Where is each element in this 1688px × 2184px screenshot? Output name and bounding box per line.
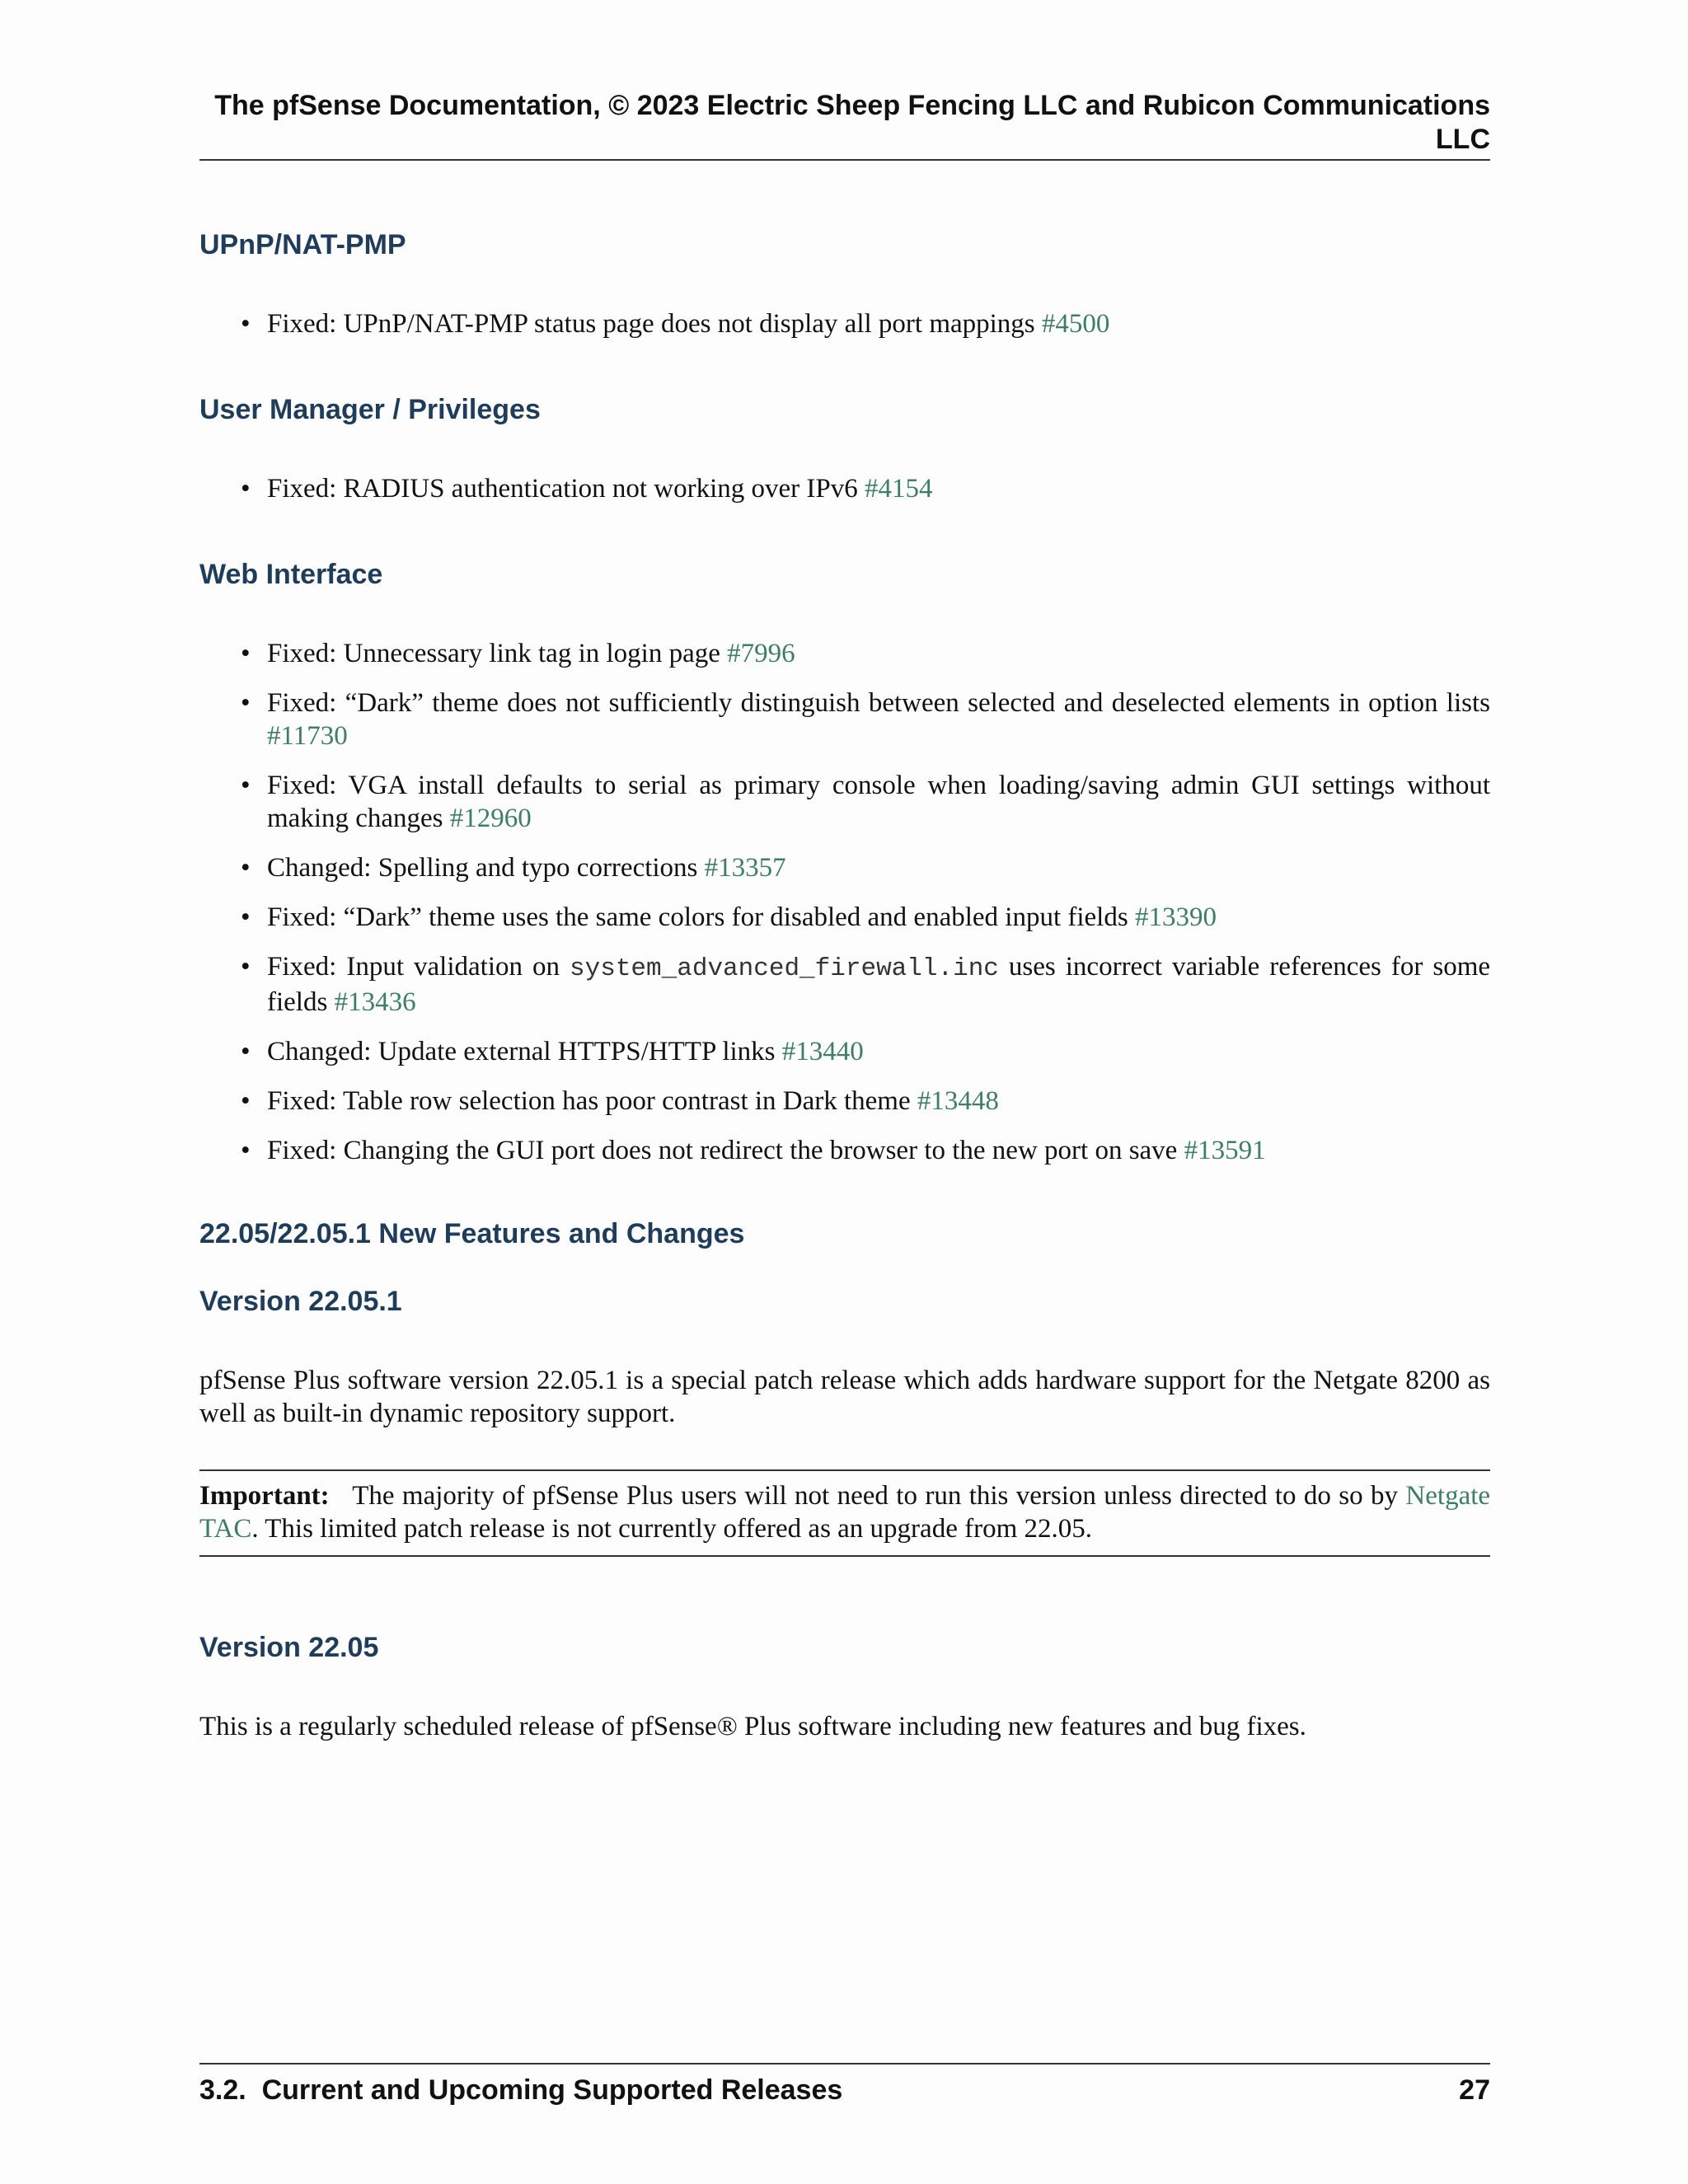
bullet-icon: •	[241, 309, 251, 339]
bullet-icon: •	[241, 771, 251, 800]
bullet-icon: •	[241, 1086, 251, 1116]
issue-link[interactable]: #13591	[1184, 1136, 1266, 1165]
netgate-tac-link[interactable]: Netgate TAC	[199, 1481, 1491, 1544]
version-22051-paragraph: pfSense Plus software version 22.05.1 is a special patch release which adds hardware support for the Netgate 8200 as well as built-in dynamic repository support.	[199, 1366, 1490, 1428]
important-note: Important: The majority of pfSense Plus users will not need to run this version unless directed to do so by Netgate TAC. This limited patch release is not currently offered as an upgrade from 22.05.	[199, 1481, 1491, 1544]
bullet-icon: •	[241, 1136, 251, 1165]
bullet-icon: •	[241, 474, 251, 504]
issue-link[interactable]: #7996	[727, 639, 795, 668]
issue-link[interactable]: #11730	[267, 721, 348, 751]
list-item: • Fixed: “Dark” theme does not sufficiently distinguish between selected and deselected elements in option lists #11730	[241, 688, 1490, 751]
bullet-icon: •	[241, 688, 251, 718]
issue-link[interactable]: #12960	[449, 804, 532, 833]
list-item: • Fixed: RADIUS authentication not working over IPv6 #4154	[241, 474, 933, 504]
section-heading-version-22051: Version 22.05.1	[199, 1286, 402, 1317]
code-filename: system_advanced_firewall.inc	[570, 954, 999, 983]
important-top-rule	[199, 1469, 1490, 1471]
list-item: • Fixed: “Dark” theme uses the same colors for disabled and enabled input fields #13390	[241, 902, 1217, 932]
footer-section-title: 3.2. Current and Upcoming Supported Releases	[199, 2074, 843, 2106]
user-manager-list	[199, 472, 1490, 522]
header-rule	[199, 159, 1490, 161]
section-heading-new-features: 22.05/22.05.1 New Features and Changes	[199, 1218, 745, 1249]
bullet-icon: •	[241, 1037, 251, 1066]
list-item: • Fixed: Input validation on system_advanced_firewall.inc uses incorrect variable references for some fields #13436	[241, 952, 1491, 1017]
list-item: • Fixed: Unnecessary link tag in login page #7996	[241, 639, 795, 668]
bullet-icon: •	[241, 902, 251, 932]
issue-link[interactable]: #4154	[865, 474, 933, 504]
bullet-icon: •	[241, 853, 251, 883]
issue-link[interactable]: #13390	[1134, 902, 1217, 932]
section-heading-web-interface: Web Interface	[199, 559, 383, 590]
issue-link[interactable]: #13448	[917, 1086, 999, 1116]
important-bottom-rule	[199, 1555, 1490, 1557]
important-label: Important:	[199, 1481, 330, 1511]
running-header: The pfSense Documentation, © 2023 Electric Sheep Fencing LLC and Rubicon Communications LLC	[214, 90, 1490, 155]
footer	[199, 2074, 1490, 2107]
version-2205-paragraph: This is a regularly scheduled release of pfSense® Plus software including new features and bug fixes.	[199, 1712, 1306, 1741]
issue-link[interactable]: #13440	[781, 1037, 864, 1066]
issue-link[interactable]: #13357	[704, 853, 786, 883]
footer-rule	[199, 2063, 1490, 2064]
list-item: • Fixed: Table row selection has poor contrast in Dark theme #13448	[241, 1086, 999, 1116]
list-item: • Changed: Spelling and typo corrections #13357	[241, 853, 786, 883]
web-interface-list	[199, 637, 1490, 1183]
list-item: • Fixed: Changing the GUI port does not redirect the browser to the new port on save #13591	[241, 1136, 1266, 1165]
bullet-icon: •	[241, 639, 251, 668]
section-heading-upnp: UPnP/NAT-PMP	[199, 229, 406, 260]
page-number: 27	[1459, 2074, 1490, 2106]
list-item: • Changed: Update external HTTPS/HTTP links #13440	[241, 1037, 864, 1066]
section-heading-version-2205: Version 22.05	[199, 1632, 379, 1663]
bullet-icon: •	[241, 952, 251, 982]
issue-link[interactable]: #13436	[334, 987, 416, 1017]
issue-link[interactable]: #4500	[1041, 309, 1110, 339]
section-heading-user-manager: User Manager / Privileges	[199, 394, 541, 425]
upnp-list	[199, 307, 1490, 357]
list-item: • Fixed: VGA install defaults to serial as primary console when loading/saving admin GUI settings without making changes #12960	[241, 771, 1490, 833]
list-item: • Fixed: UPnP/NAT-PMP status page does not display all port mappings #4500	[241, 309, 1110, 339]
